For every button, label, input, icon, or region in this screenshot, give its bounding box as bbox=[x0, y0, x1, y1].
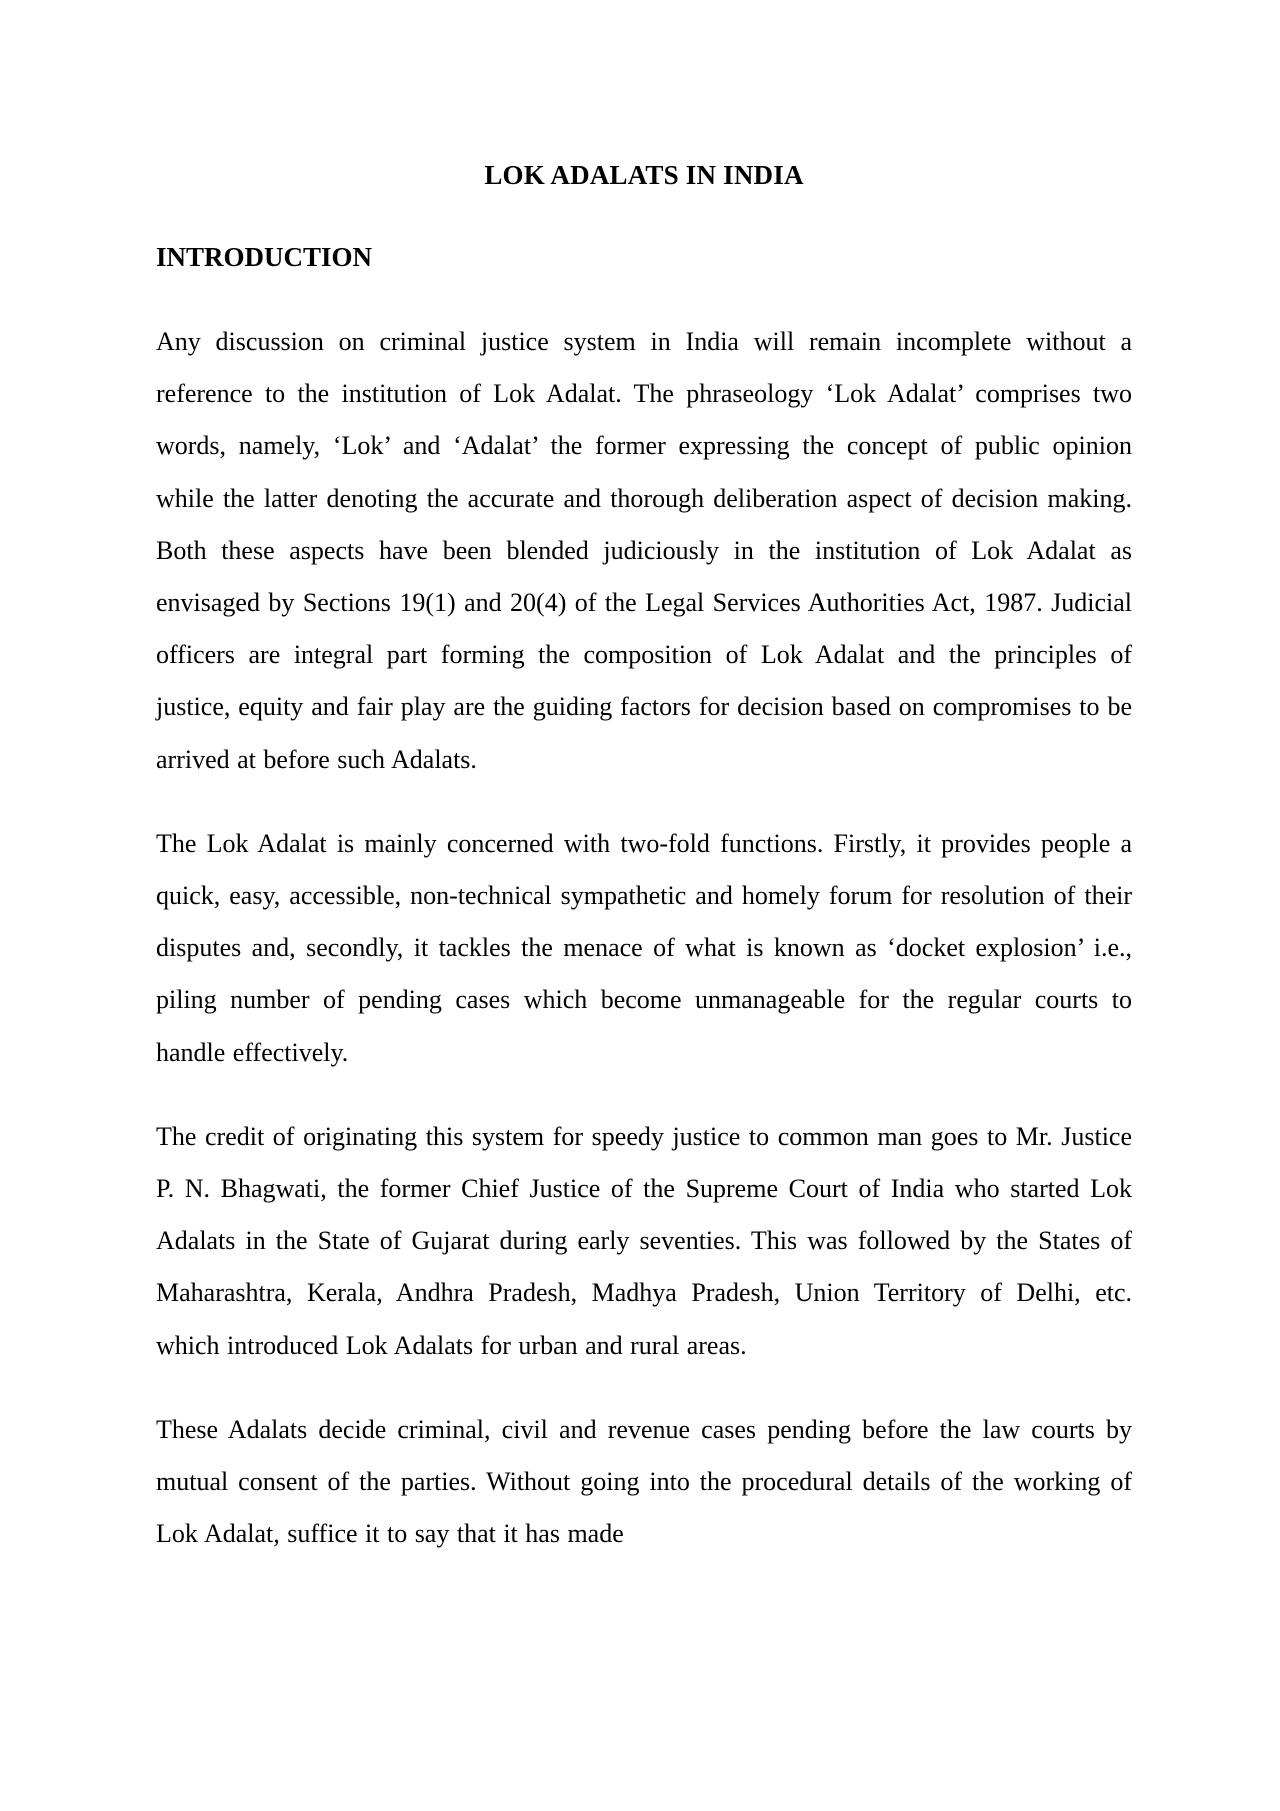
paragraph-origin-credit: The credit of originating this system for speedy justice to common man goes to Mr. Justice P. N. Bhagwati, the former Chief Justice of the Supreme Court of India who started Lok Adalats in the State of Gujarat during early seventies. This was followed by the States of Maharashtra, Kerala, Andhra Pradesh, Madhya Pradesh, Union Territory of Delhi, etc. which introduced Lok Adalats for urban and rural areas. bbox=[156, 1121, 1132, 1360]
paragraph-lok-adalat-definition: Any discussion on criminal justice system in India will remain incomplete without a reference to the institution of Lok Adalat. The phraseology ‘Lok Adalat’ comprises two words, namely, ‘Lok’ and ‘Adalat’ the former expressing the concept of public opinion while the latter denoting the accurate and thorough deliberation aspect of decision making. Both these aspects have been blended judiciously in the institution of Lok Adalat as envisaged by Sections 19(1) and 20(4) of the Legal Services Authorities Act, 1987. Judicial officers are integral part forming the composition of Lok Adalat and the principles of justice, equity and fair play are the guiding factors for decision based on compromises to be arrived at before such Adalats. bbox=[156, 327, 1132, 774]
paragraph-two-fold-functions: The Lok Adalat is mainly concerned with two-fold functions. Firstly, it provides people a quick, easy, accessible, non-technical sympathetic and homely forum for resolution of their disputes and, secondly, it tackles the menace of what is known as ‘docket explosion’ i.e., piling number of pending cases which become unmanageable for the regular courts to handle effectively. bbox=[156, 828, 1132, 1067]
section-heading-introduction: INTRODUCTION bbox=[156, 242, 373, 272]
paragraph-cases-decided: These Adalats decide criminal, civil and revenue cases pending before the law courts by mutual consent of the parties. Without going into the procedural details of the working of Lok Adalat, suffice it to say that it has made bbox=[156, 1414, 1132, 1549]
document-body bbox=[156, 150, 1132, 1560]
document-title: LOK ADALATS IN INDIA bbox=[484, 160, 804, 190]
